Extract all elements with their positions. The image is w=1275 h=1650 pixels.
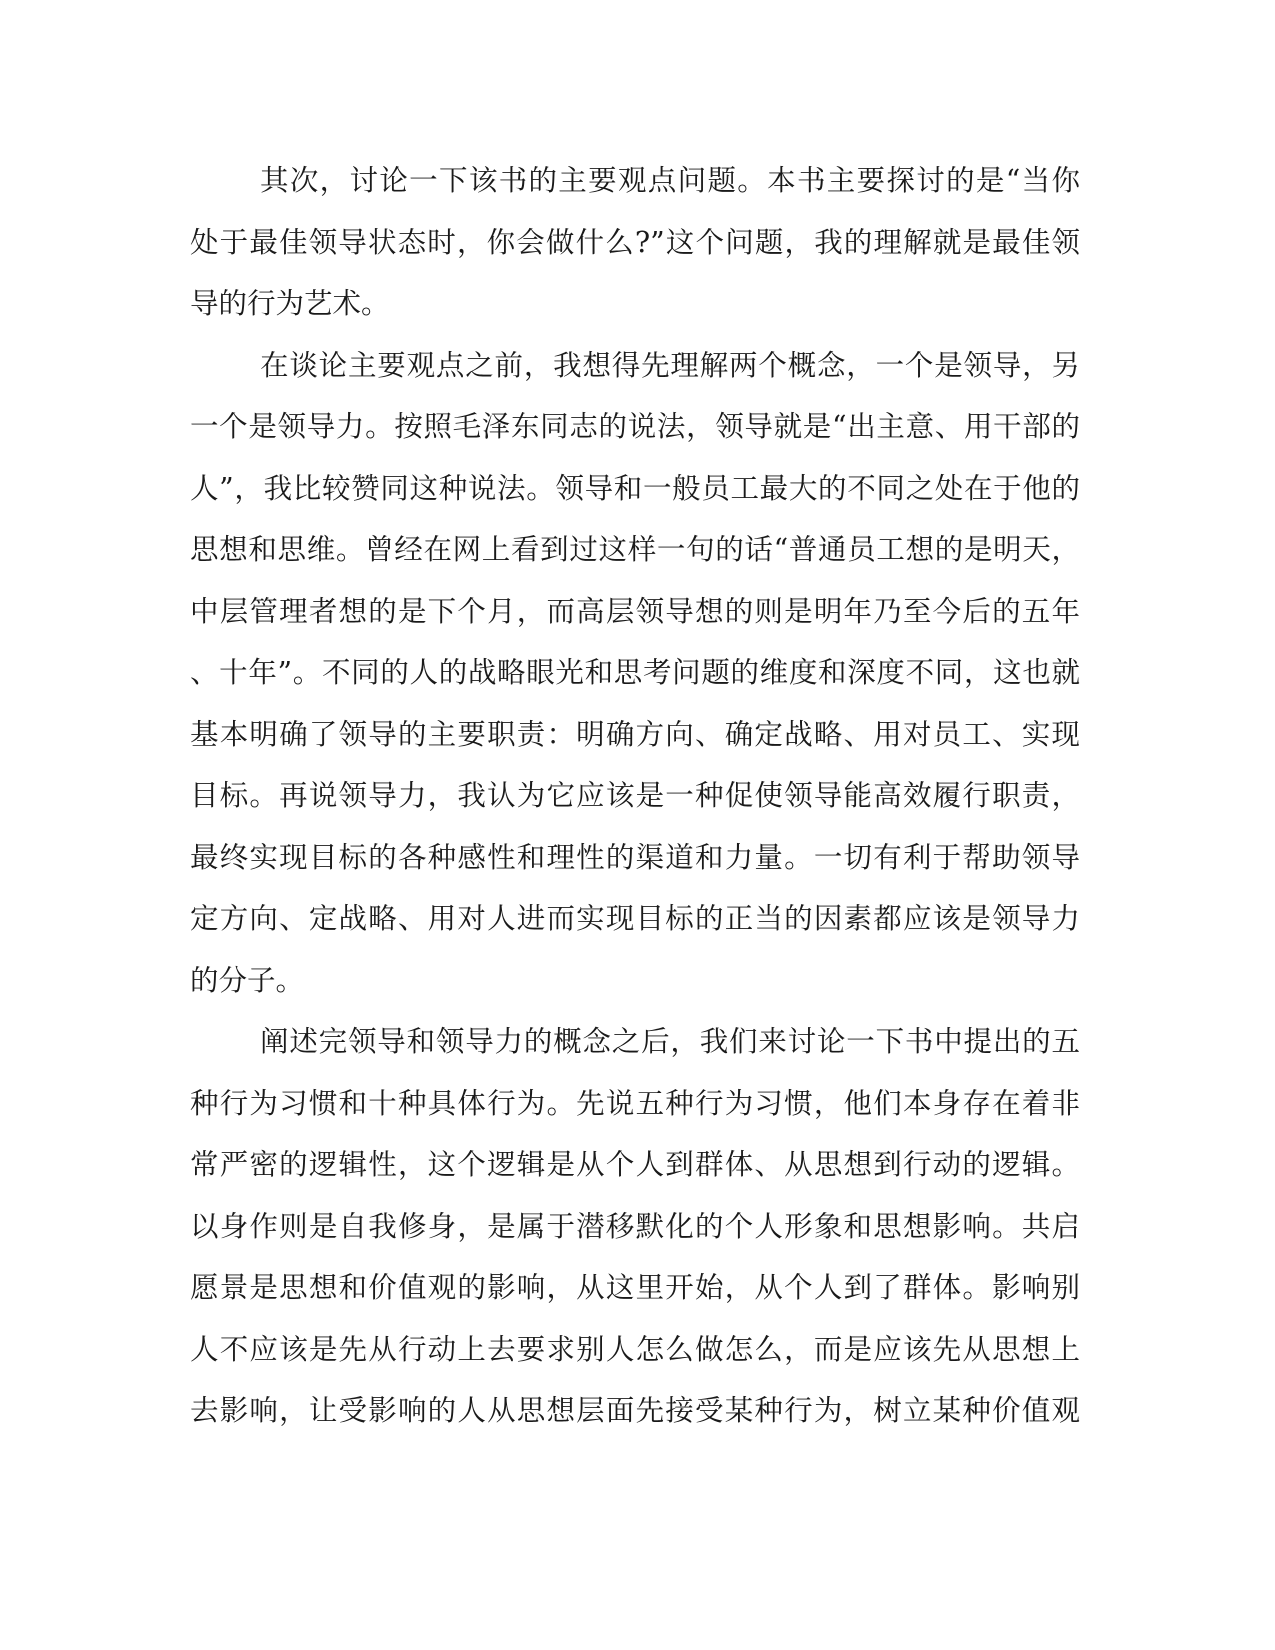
text-line: 种行为习惯和十种具体行为。先说五种行为习惯，他们本身存在着非	[190, 1086, 1080, 1120]
paragraph-3	[190, 1027, 1080, 1458]
text-line: 阐述完领导和领导力的概念之后，我们来讨论一下书中提出的五	[260, 1025, 1080, 1058]
text-line: 中层管理者想的是下个月，而高层领导想的则是明年乃至今后的五年	[190, 594, 1080, 628]
text-line: 其次，讨论一下该书的主要观点问题。本书主要探讨的是“当你	[260, 164, 1080, 197]
text-line: 去影响，让受影响的人从思想层面先接受某种行为，树立某种价值观	[190, 1394, 1080, 1427]
text-line: 目标。再说领导力，我认为它应该是一种促使领导能高效履行职责，	[190, 779, 1080, 812]
text-line: 在谈论主要观点之前，我想得先理解两个概念，一个是领导，另	[260, 348, 1080, 382]
text-line: 以身作则是自我修身，是属于潜移默化的个人形象和思想影响。共启	[190, 1209, 1080, 1243]
text-line: 一个是领导力。按照毛泽东同志的说法，领导就是“出主意、用干部的	[190, 410, 1080, 443]
text-line: 导的行为艺术。	[190, 287, 390, 320]
paragraph-2	[190, 348, 1080, 1028]
text-line: 的分子。	[190, 963, 305, 997]
text-line: 定方向、定战略、用对人进而实现目标的正当的因素都应该是领导力	[190, 902, 1080, 935]
text-line: 最终实现目标的各种感性和理性的渠道和力量。一切有利于帮助领导	[190, 840, 1080, 874]
text-line: 基本明确了领导的主要职责：明确方向、确定战略、用对员工、实现	[190, 717, 1080, 751]
text-line: 人不应该是先从行动上去要求别人怎么做怎么，而是应该先从思想上	[190, 1332, 1080, 1366]
text-line: 常严密的逻辑性，这个逻辑是从个人到群体、从思想到行动的逻辑。	[190, 1148, 1080, 1181]
text-line: 愿景是思想和价值观的影响，从这里开始，从个人到了群体。影响别	[190, 1271, 1080, 1304]
text-line: 处于最佳领导状态时，你会做什么?”这个问题，我的理解就是最佳领	[190, 225, 1080, 259]
text-line: 思想和思维。曾经在网上看到过这样一句的话“普通员工想的是明天，	[190, 533, 1080, 566]
text-line: 、十年”。不同的人的战略眼光和思考问题的维度和深度不同，这也就	[190, 656, 1080, 689]
text-line: 人”，我比较赞同这种说法。领导和一般员工最大的不同之处在于他的	[190, 471, 1080, 505]
body-text	[190, 166, 1080, 1458]
paragraph-1	[190, 166, 1080, 351]
